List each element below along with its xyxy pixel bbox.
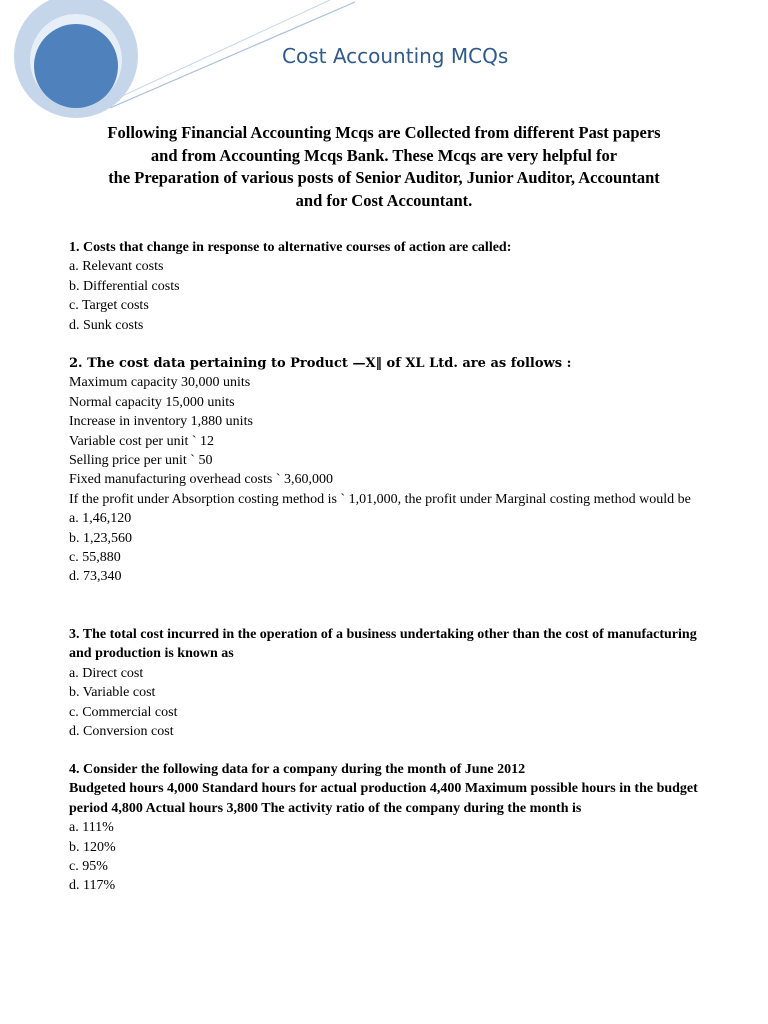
answer-option: d. Conversion cost bbox=[69, 724, 174, 740]
question-4 bbox=[69, 760, 709, 896]
answer-option: c. 95% bbox=[69, 859, 108, 875]
answer-option: d. Sunk costs bbox=[69, 317, 144, 333]
answer-option: b. 1,23,560 bbox=[69, 530, 132, 546]
question-3 bbox=[69, 625, 709, 741]
question-stem: 4. Consider the following data for a company during the month of June 2012 bbox=[69, 762, 526, 777]
answer-option: a. 1,46,120 bbox=[69, 511, 132, 527]
page-title: Cost Accounting MCQs bbox=[282, 44, 509, 68]
question-1 bbox=[69, 238, 709, 335]
question-detail: If the profit under Absorption costing method is ` 1,01,000, the profit under Marginal costing method would be bbox=[69, 491, 691, 507]
answer-option: a. Direct cost bbox=[69, 665, 144, 681]
question-stem: Budgeted hours 4,000 Standard hours for actual production 4,400 Maximum possible hours in the budget period 4,800 Actual hours 3,800 The activity ratio of the company during the month is bbox=[69, 781, 698, 816]
answer-option: c. Target costs bbox=[69, 298, 149, 314]
answer-option: b. 120% bbox=[69, 839, 116, 855]
answer-option: d. 117% bbox=[69, 878, 116, 894]
question-stem: 2. The cost data pertaining to Product —X‖ of XL Ltd. are as follows : bbox=[69, 356, 572, 371]
question-detail: Normal capacity 15,000 units bbox=[69, 394, 235, 410]
intro-line: the Preparation of various posts of Senior Auditor, Junior Auditor, Accountant bbox=[108, 168, 660, 187]
question-detail: Increase in inventory 1,880 units bbox=[69, 414, 253, 430]
question-stem: 3. The total cost incurred in the operation of a business undertaking other than the cost of manufacturing and production is known as bbox=[69, 627, 697, 662]
answer-option: d. 73,340 bbox=[69, 569, 122, 585]
answer-option: b. Differential costs bbox=[69, 278, 180, 294]
answer-option: c. 55,880 bbox=[69, 550, 121, 566]
question-detail: Maximum capacity 30,000 units bbox=[69, 375, 251, 391]
question-stem: 1. Costs that change in response to alternative courses of action are called: bbox=[69, 240, 512, 255]
question-detail: Variable cost per unit ` 12 bbox=[69, 433, 215, 449]
header-decoration bbox=[0, 0, 768, 140]
answer-option: b. Variable cost bbox=[69, 685, 156, 701]
intro-line: and from Accounting Mcqs Bank. These Mcqs are very helpful for bbox=[150, 145, 618, 165]
question-detail: Selling price per unit ` 50 bbox=[69, 453, 213, 469]
decor-circle-inner bbox=[34, 24, 118, 108]
question-detail: Fixed manufacturing overhead costs ` 3,60,000 bbox=[69, 472, 333, 488]
intro-line: and for Cost Accountant. bbox=[295, 190, 473, 210]
intro-line: Following Financial Accounting Mcqs are Collected from different Past papers bbox=[107, 123, 661, 142]
answer-option: c. Commercial cost bbox=[69, 704, 178, 720]
answer-option: a. Relevant costs bbox=[69, 259, 164, 275]
answer-option: a. 111% bbox=[69, 820, 114, 836]
intro-paragraph bbox=[60, 122, 708, 212]
question-2 bbox=[69, 354, 709, 587]
